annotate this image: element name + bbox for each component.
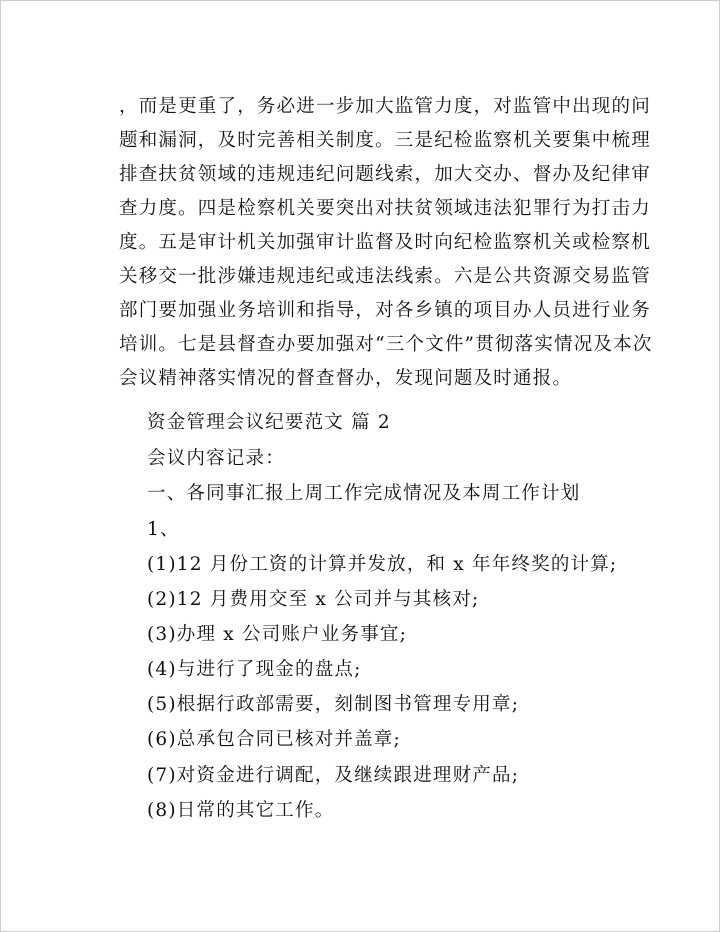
- record-label: 会议内容记录：: [147, 448, 285, 469]
- paragraph-line: 培训。七是县督查办要加强对“三个文件”贯彻落实情况及本次: [119, 334, 653, 355]
- paragraph-line: 会议精神落实情况的督查督办，发现问题及时通报。: [119, 368, 573, 389]
- list-item: (3)办理 x 公司账户业务事宜;: [147, 624, 408, 645]
- paragraph-line: 题和漏洞，及时完善相关制度。三是纪检监察机关要集中梳理: [119, 130, 651, 151]
- list-item: (1)12 月份工资的计算并发放，和 x 年年终奖的计算;: [147, 554, 618, 575]
- section-title: 资金管理会议纪要范文 篇 2: [147, 412, 391, 433]
- paragraph-line: 排查扶贫领域的违规违纪问题线索，加大交办、督办及纪律审: [119, 164, 651, 185]
- paragraph-line: 度。五是审计机关加强审计监督及时向纪检监察机关或检察机: [119, 232, 651, 253]
- paragraph-line: ，而是更重了，务必进一步加大监管力度，对监管中出现的问: [119, 96, 651, 117]
- list-item: (6)总承包合同已核对并盖章;: [147, 729, 401, 750]
- item-heading: 一、各同事汇报上周工作完成情况及本周工作计划: [147, 483, 581, 504]
- list-item: (7)对资金进行调配，及继续跟进理财产品;: [147, 765, 520, 786]
- paragraph-line: 部门要加强业务培训和指导，对各乡镇的项目办人员进行业务: [119, 300, 651, 321]
- list-item: (5)根据行政部需要，刻制图书管理专用章;: [147, 694, 520, 715]
- paragraph-line: 查力度。四是检察机关要突出对扶贫领域违法犯罪行为打击力: [119, 198, 651, 219]
- sub-number: 1、: [147, 519, 180, 540]
- list-item: (8)日常的其它工作。: [147, 800, 335, 821]
- paragraph-line: 关移交一批涉嫌违规违纪或违法线索。六是公共资源交易监管: [119, 266, 651, 287]
- list-item: (2)12 月费用交至 x 公司并与其核对;: [147, 589, 480, 610]
- list-item: (4)与进行了现金的盘点;: [147, 659, 362, 680]
